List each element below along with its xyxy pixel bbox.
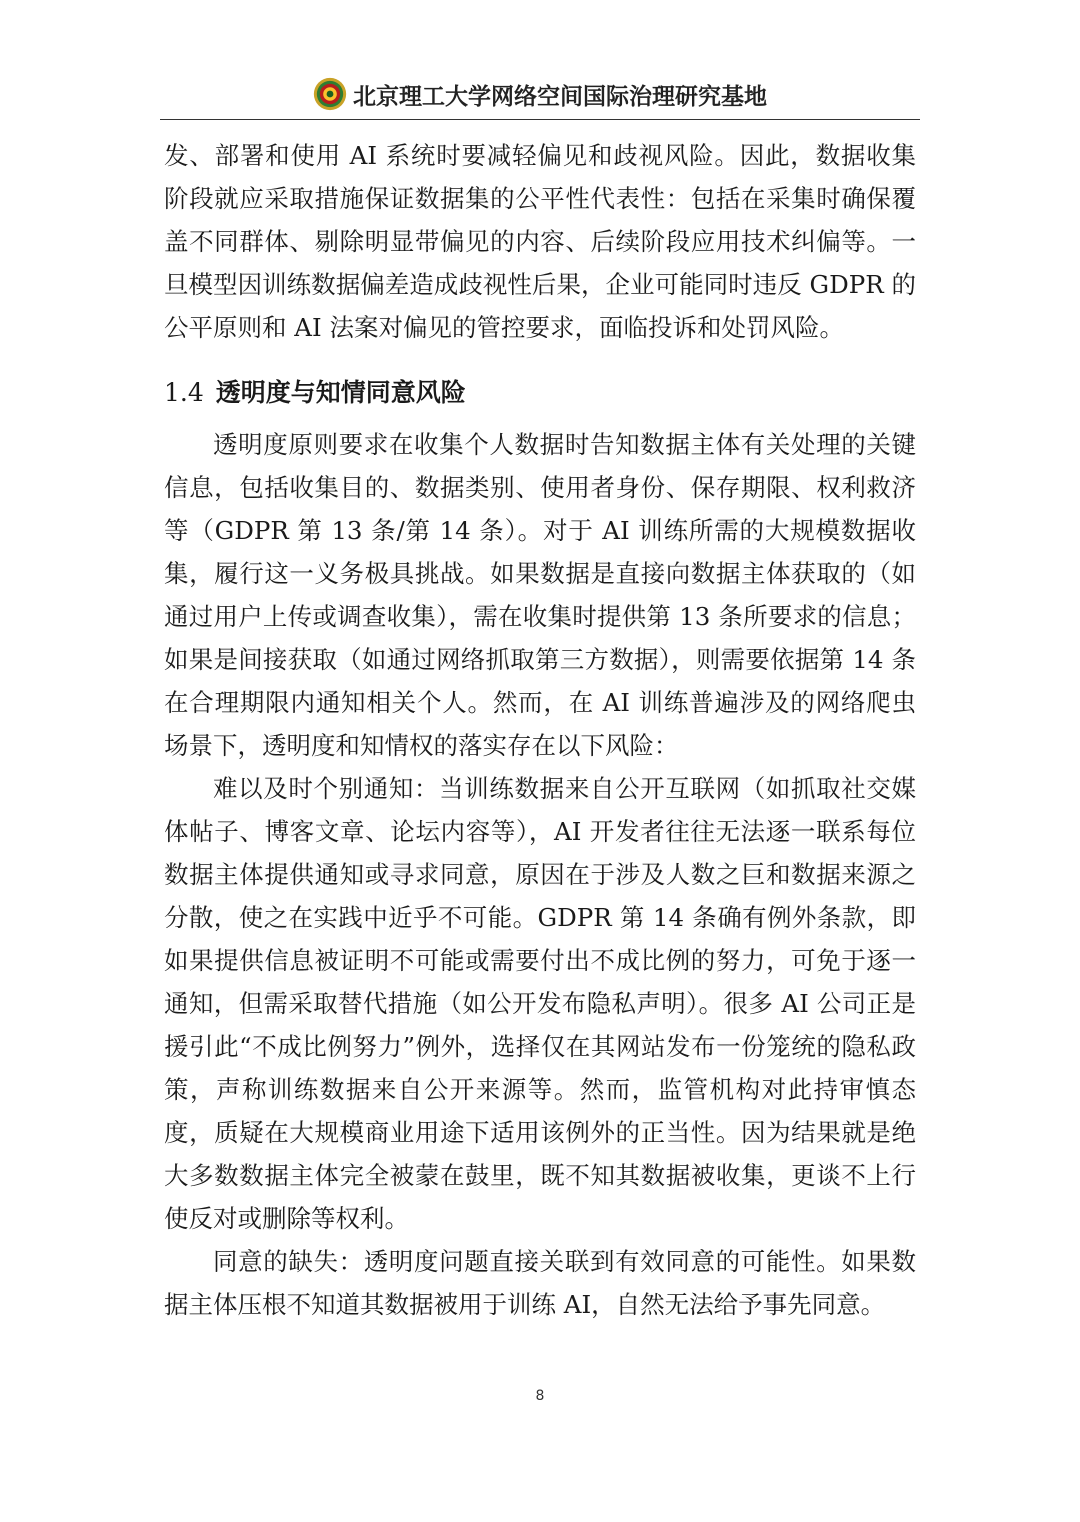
section-heading <box>164 375 916 411</box>
paragraph-continued: 发、部署和使用 AI 系统时要减轻偏见和歧视风险。因此，数据收集阶段就应采取措施保证数据集的公平性代表性：包括在采集时确保覆盖不同群体、剔除明显带偏见的内容、后续阶段应用技术纠偏等。一旦模型因训练数据偏差造成歧视性后果，企业可能同时违反 GDPR 的公平原则和 AI 法案对偏见的管控要求，面临投诉和处罚风险。 <box>164 141 916 342</box>
university-seal-icon <box>313 77 347 111</box>
paragraph-consent: 同意的缺失：透明度问题直接关联到有效同意的可能性。如果数据主体压根不知道其数据被用于训练 AI，自然无法给予事先同意。 <box>164 1247 916 1319</box>
section-number: 1.4 <box>164 378 204 407</box>
paragraph-transparency: 透明度原则要求在收集个人数据时告知数据主体有关处理的关键信息，包括收集目的、数据类别、使用者身份、保存期限、权利救济等（GDPR 第 13 条/第 14 条）。对于 AI 训练所需的大规模数据收集，履行这一义务极具挑战。如果数据是直接向数据主体获取的（如通过用户上传或调查收集），需在收集时提供第 13 条所要求的信息；如果是间接获取（如通过网络抓取第三方数据），则需要依据第 14 条在合理期限内通知相关个人。然而，在 AI 训练普遍涉及的网络爬虫场景下，透明度和知情权的落实存在以下风险： <box>164 430 916 760</box>
document-body <box>164 134 916 1326</box>
header-divider <box>160 119 920 120</box>
paragraph-notification: 难以及时个别通知：当训练数据来自公开互联网（如抓取社交媒体帖子、博客文章、论坛内容等），AI 开发者往往无法逐一联系每位数据主体提供通知或寻求同意，原因在于涉及人数之巨和数据来源之分散，使之在实践中近乎不可能。GDPR 第 14 条确有例外条款，即如果提供信息被证明不可能或需要付出不成比例的努力，可免于逐一通知，但需采取替代措施（如公开发布隐私声明）。很多 AI 公司正是援引此“不成比例努力”例外，选择仅在其网站发布一份笼统的隐私政策，声称训练数据来自公开来源等。然而，监管机构对此持审慎态度，质疑在大规模商业用途下适用该例外的正当性。因为结果就是绝大多数数据主体完全被蒙在鼓里，既不知其数据被收集，更谈不上行使反对或删除等权利。 <box>164 774 916 1233</box>
section-title: 透明度与知情同意风险 <box>215 378 466 407</box>
page-header <box>160 70 920 118</box>
header-title: 北京理工大学网络空间国际治理研究基地 <box>353 83 767 110</box>
page-number: 8 <box>535 1388 545 1404</box>
